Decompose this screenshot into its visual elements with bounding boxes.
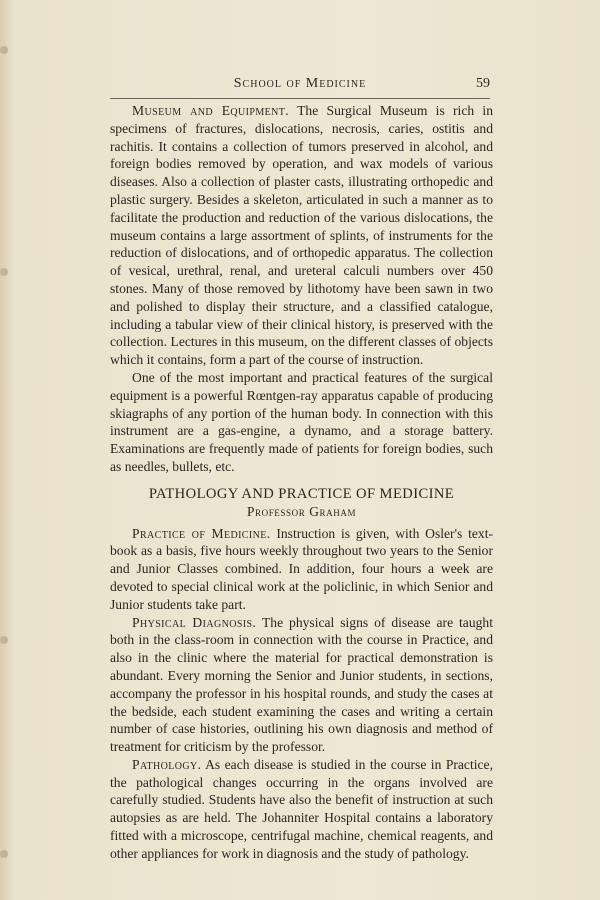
section-subheading: Professor Graham [246, 503, 357, 519]
pathology-paragraph [110, 756, 493, 863]
paragraph-text: Instruction is given, with Osler's text-book as a basis, five hours weekly throughout two years to the Senior and Junior Classes combined. In addition, four hours a week are devoted to special clinical work at the policlinic, in which Senior and Junior students take part. [110, 525, 493, 612]
paragraph-lead: Museum and Equipment. [132, 103, 290, 118]
paragraph-text: As each disease is studied in the course in Practice, the pathological changes occurring in the organs involved are carefully studied. Students have also the benefit of instruction at such autopsies as are held. The Johanniter Hospital contains a laboratory fitted with a microscope, centrifugal machine, chemical reagents, and other appliances for work in diagnosis and the study of pathology. [110, 756, 493, 861]
page-edge-mark [0, 850, 8, 858]
page-header [110, 72, 490, 99]
paragraph-text: The physical signs of disease are taught both in the class-room in connection with the course in Practice, and also in the clinic where the material for practical demonstration is abundant. Every morning the Senior and Junior students, in sections, accompany the professor in his hospital rounds, and study the cases at the bedside, each student examining the cases and writing a certain number of case histories, outlining his own diagnosis and method of treatment for criticism by the professor. [110, 614, 493, 755]
paragraph-lead: Physical Diagnosis. [132, 614, 257, 630]
practice-paragraph [110, 525, 493, 614]
paragraph-lead: Pathology. [132, 756, 202, 772]
paragraph-lead: Practice of Medicine. [132, 525, 271, 541]
page-number: 59 [476, 76, 490, 91]
section-heading: PATHOLOGY AND PRACTICE OF MEDICINE [148, 485, 455, 502]
page-edge-mark [0, 636, 8, 644]
page-body [110, 102, 493, 863]
paragraph-text: The Surgical Museum is rich in specimens of fractures, dislocations, necrosis, caries, ostitis and rachitis. It contains a collection of tumors preserved in alcohol, and foreign bodies removed by operation, and wax models of various diseases. Also a collection of plaster casts, illustrating orthopedic and plastic surgery. Besides a skeleton, articulated in such a manner as to facilitate the production and reduction of the various dislocations, the museum contains a large assortment of splints, of instruments for the reduction of dislocations, and of orthopedic apparatus. The collection of vesical, urethral, renal, and ureteral calculi numbers over 450 stones. Many of those removed by lithotomy have been sawn in two and polished to display their structure, and a classified catalogue, including a tabular view of their clinical history, is preserved with the collection. Lectures in this museum, on the different classes of objects which it contains, form a part of the course of instruction. [110, 103, 493, 368]
equipment-paragraph: One of the most important and practical features of the surgical equipment is a powerful Rœntgen-ray apparatus capable of producing skiagraphs of any portion of the human body. In connection with this instrument are a gas-engine, a dynamo, and a storage battery. Examinations are frequently made of patients for foreign bodies, such as needles, bullets, etc. [110, 369, 493, 474]
page-edge-mark [0, 268, 8, 276]
museum-paragraph [110, 102, 493, 369]
running-head: School of Medicine [233, 76, 367, 91]
page-edge-mark [0, 46, 8, 54]
diagnosis-paragraph [110, 614, 493, 756]
